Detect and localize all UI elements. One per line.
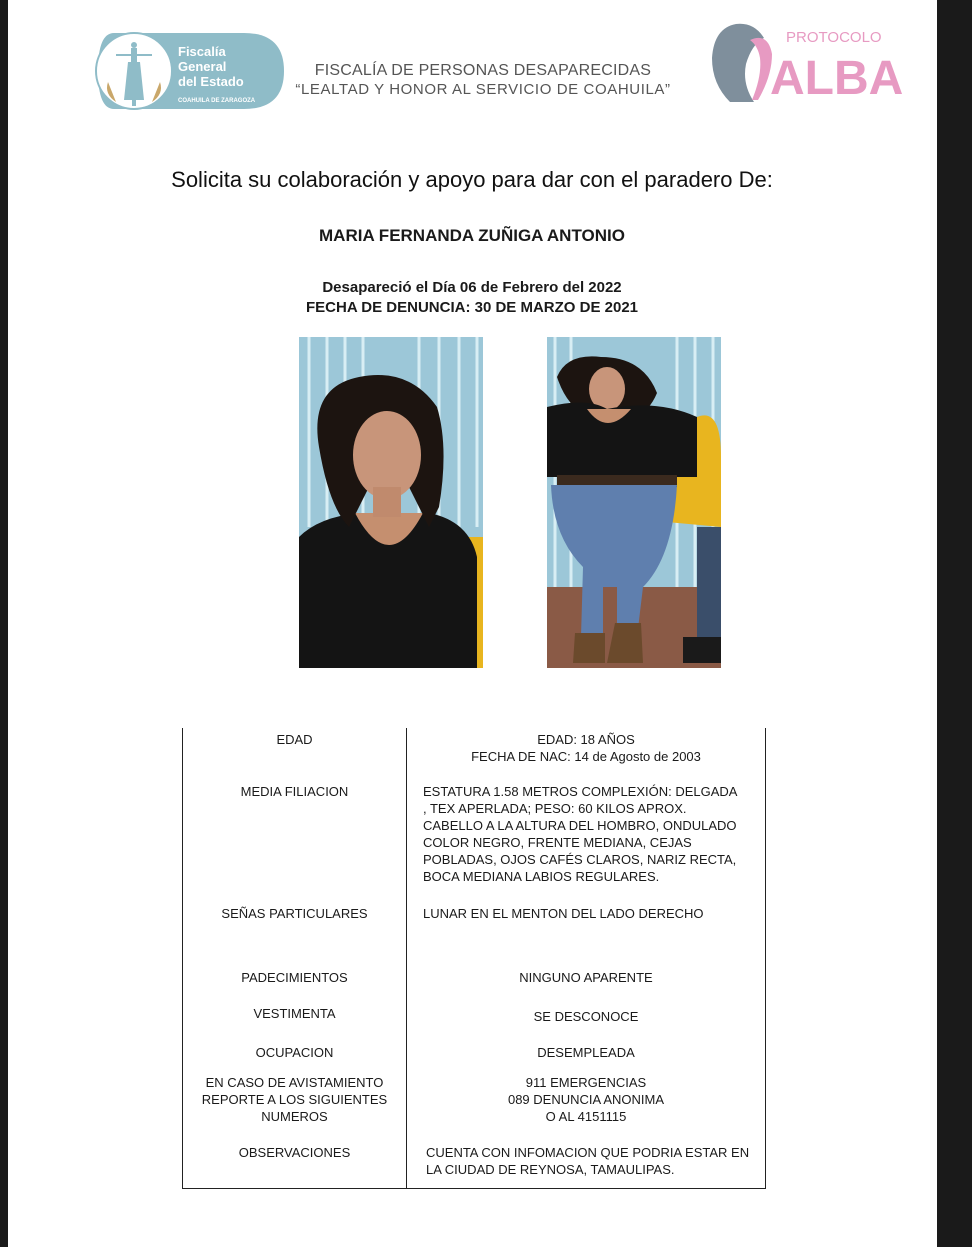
media-line-5: POBLADAS, OJOS CAFÉS CLAROS, NARIZ RECTA, bbox=[423, 852, 737, 867]
media-line-6: BOCA MEDIANA LABIOS REGULARES. bbox=[423, 869, 660, 884]
phone-denuncia-anonima: 089 DENUNCIA ANONIMA bbox=[507, 1092, 665, 1107]
person-name: MARIA FERNANDA ZUÑIGA ANTONIO bbox=[319, 226, 625, 245]
value-edad-birthdate: FECHA DE NAC: 14 de Agosto de 2003 bbox=[471, 749, 701, 764]
label-reporte bbox=[183, 1074, 406, 1125]
label-reporte-3: NUMEROS bbox=[261, 1109, 328, 1124]
obs-line-2: LA CIUDAD DE REYNOSA, TAMAULIPAS. bbox=[426, 1162, 675, 1177]
fge-line3: del Estado bbox=[178, 74, 244, 89]
media-line-4: COLOR NEGRO, FRENTE MEDIANA, CEJAS bbox=[423, 835, 692, 850]
value-media-filiacion bbox=[407, 783, 753, 885]
label-observaciones: OBSERVACIONES bbox=[238, 1145, 351, 1160]
fiscalia-logo bbox=[94, 30, 286, 112]
info-table bbox=[182, 728, 766, 1189]
fge-sub: COAHUILA DE ZARAGOZA bbox=[178, 98, 256, 104]
report-date: FECHA DE DENUNCIA: 30 DE MARZO DE 2021 bbox=[306, 299, 638, 316]
label-padecimientos: PADECIMIENTOS bbox=[241, 970, 348, 985]
value-reporte bbox=[407, 1074, 765, 1125]
value-observaciones bbox=[407, 1144, 756, 1178]
lead-text: Solicita su colaboración y apoyo para dar con el paradero De: bbox=[171, 167, 773, 192]
value-edad-age: EDAD: 18 AÑOS bbox=[537, 732, 635, 747]
phone-emergencias: 911 EMERGENCIAS bbox=[525, 1075, 647, 1090]
value-padecimientos: NINGUNO APARENTE bbox=[519, 970, 653, 985]
label-vestimenta: VESTIMENTA bbox=[253, 1006, 336, 1021]
obs-line-1: CUENTA CON INFOMACION QUE PODRIA ESTAR EN bbox=[426, 1145, 750, 1160]
org-motto: “LEALTAD Y HONOR AL SERVICIO DE COAHUILA” bbox=[295, 81, 671, 98]
label-senas: SEÑAS PARTICULARES bbox=[221, 906, 368, 921]
media-line-3: CABELLO A LA ALTURA DEL HOMBRO, ONDULADO bbox=[423, 818, 737, 833]
label-ocupacion: OCUPACION bbox=[255, 1045, 334, 1060]
label-reporte-2: REPORTE A LOS SIGUIENTES bbox=[201, 1092, 388, 1107]
disappeared-date: Desapareció el Día 06 de Febrero del 2022 bbox=[322, 279, 622, 296]
missing-person-flyer bbox=[8, 0, 937, 1247]
person-photo-full-body bbox=[547, 337, 721, 668]
dates-block bbox=[0, 278, 972, 318]
media-line-2: , TEX APERLADA; PESO: 60 KILOS APROX. bbox=[423, 801, 687, 816]
value-edad bbox=[407, 731, 765, 765]
phone-local: O AL 4151115 bbox=[545, 1109, 627, 1124]
person-photo-portrait bbox=[299, 337, 483, 668]
label-media-filiacion: MEDIA FILIACION bbox=[240, 784, 349, 799]
media-line-1: ESTATURA 1.58 METROS COMPLEXIÓN: DELGADA bbox=[423, 784, 738, 799]
value-vestimenta: SE DESCONOCE bbox=[533, 1009, 639, 1024]
alba-big: ALBA bbox=[770, 52, 904, 105]
org-header bbox=[288, 62, 678, 98]
label-reporte-1: EN CASO DE AVISTAMIENTO bbox=[205, 1075, 384, 1090]
label-edad: EDAD bbox=[276, 732, 313, 747]
org-name: FISCALÍA DE PERSONAS DESAPARECIDAS bbox=[314, 62, 652, 79]
protocolo-alba-logo bbox=[706, 14, 904, 106]
fge-line2: General bbox=[178, 59, 227, 74]
value-senas: LUNAR EN EL MENTON DEL LADO DERECHO bbox=[423, 906, 704, 921]
alba-small: PROTOCOLO bbox=[786, 29, 882, 46]
fge-line1: Fiscalía bbox=[178, 44, 226, 59]
value-ocupacion: DESEMPLEADA bbox=[537, 1045, 635, 1060]
